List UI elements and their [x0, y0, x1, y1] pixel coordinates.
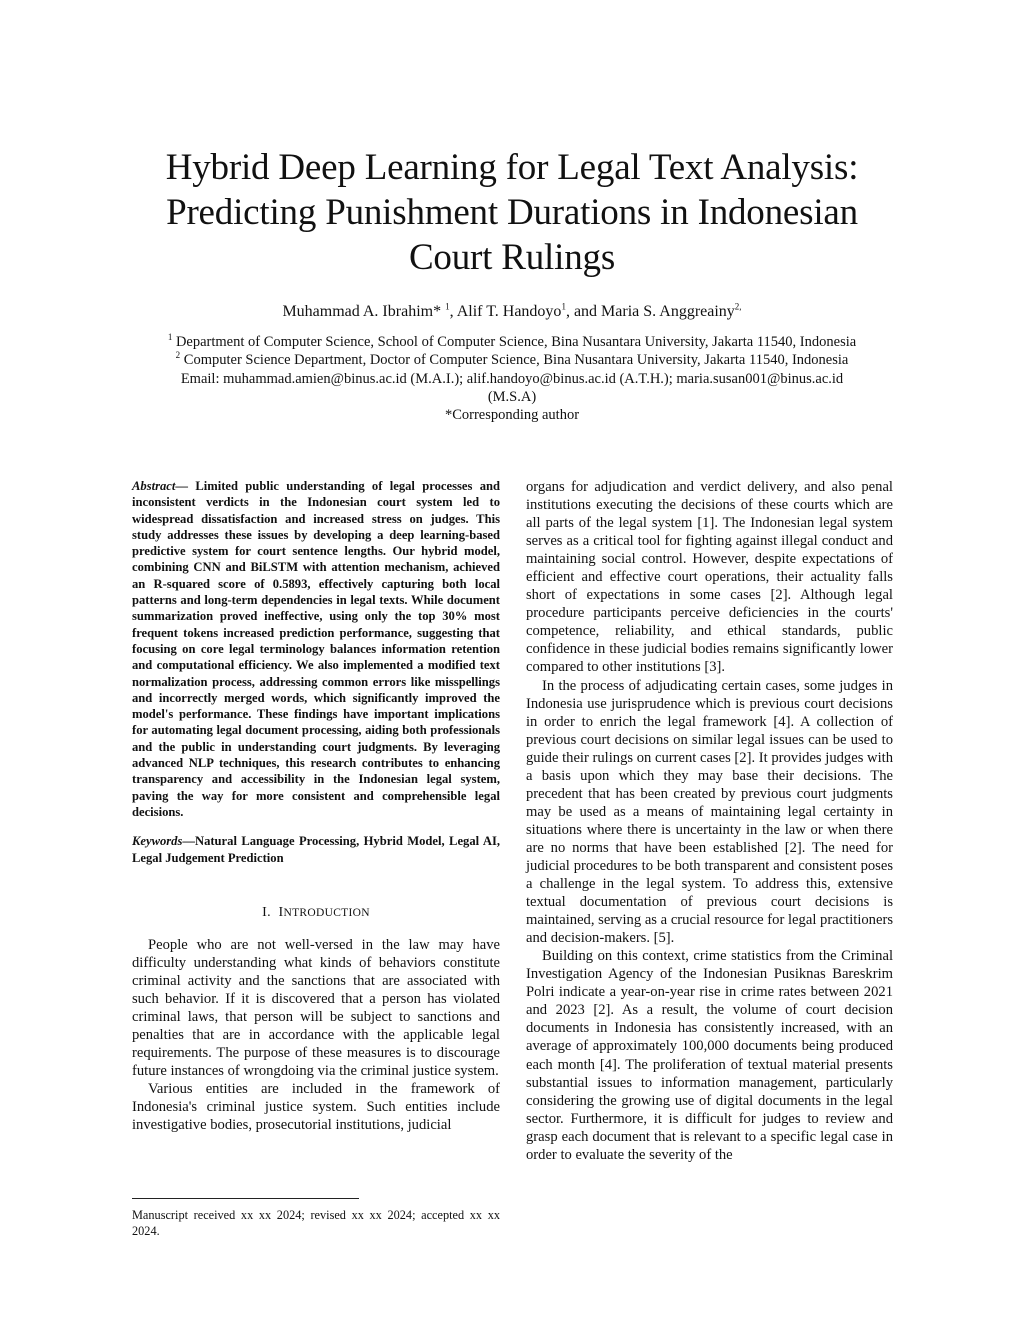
- email-line-continued: (M.S.A): [487, 388, 537, 405]
- section-heading-initial: I: [278, 904, 284, 920]
- footnote-divider: [132, 1198, 359, 1199]
- author-affiliation-mark: 1: [445, 301, 450, 312]
- affiliation-text: Computer Science Department, Doctor of Computer Science, Bina Nusantara University, Jakarta 11540, Indonesia: [183, 352, 849, 369]
- affiliation-text: Department of Computer Science, School of Computer Science, Bina Nusantara University, Jakarta 11540, Indonesia: [175, 334, 857, 350]
- abstract-label: Abstract: [132, 479, 176, 493]
- body-paragraph: Various entities are included in the framework of Indonesia's criminal justice system. Such entities include investigative bodies, prosecutorial institutions, judicial: [132, 1081, 500, 1134]
- author-affiliation-mark: 1: [561, 301, 566, 312]
- left-column: [132, 478, 500, 1134]
- author-name: Alif T. Handoyo: [456, 303, 562, 320]
- title-line: Predicting Punishment Durations in Indonesian: [166, 192, 858, 233]
- abstract-text: Limited public understanding of legal processes and inconsistent verdicts in the Indonesian court system led to widespread dissatisfaction and increased stress on judges. This study addresses these issues by developing a deep learning-based predictive system for court sentence lengths. Our hybrid model, combining CNN and BiLSTM with attention mechanism, achieved an R-squared score of 0.5893, effectively capturing both local patterns and long-term dependencies in legal texts. While document summarization proved ineffective, using only the top 30% most frequent tokens increased prediction performance, suggesting that focusing on core legal terminology balances information retention and computational efficiency. We also implemented a modified text normalization process, addressing common errors like misspellings and incorrectly merged words, which significantly improved the model's performance. These findings have important implications for automating legal document processing, aiding both professionals and the public in understanding court judgments. By leveraging advanced NLP techniques, this research contributes to enhancing transparency and accessibility in the Indonesian legal system, paving the way for more consistent and comprehensible legal decisions.: [132, 479, 501, 819]
- affiliation-2: [110, 351, 914, 369]
- abstract-dash: —: [175, 479, 196, 493]
- affiliation-1: [110, 333, 914, 351]
- section-heading-rest: NTRODUCTION: [283, 906, 370, 919]
- keywords-dash: —: [182, 834, 195, 849]
- section-heading-introduction: [132, 904, 500, 922]
- body-paragraph: In the process of adjudicating certain cases, some judges in Indonesia use jurisprudence which is previous court decisions in order to enrich the legal framework [4]. A collection of previous court decisions on similar legal issues can be used to guide their rulings on current cases [2]. It provides judges with a basis upon which they may base their decisions. The precedent that has been created by previous court judgments may be used as a means of maintaining legal certainty in situations where there is uncertainty in the law or when there are no norms that have been established [2]. The need for judicial procedures to be both transparent and consistent poses a challenge in the legal system. To address this, extensive textual documentation of previous court decisions is maintained, serving as a crucial resource for legal practitioners and decision-makers. [5].: [526, 677, 893, 947]
- title-line: Hybrid Deep Learning for Legal Text Analysis:: [165, 147, 859, 188]
- affiliation-block: [110, 333, 914, 424]
- section-numeral: I.: [262, 904, 271, 920]
- manuscript-footnote: Manuscript received xx xx 2024; revised xx xx 2024; accepted xx xx 2024.: [132, 1208, 500, 1238]
- body-paragraph: Building on this context, crime statistics from the Criminal Investigation Agency of the Indonesian Pusiknas Bareskrim Polri indicate a year-on-year rise in crime rates between 2021 and 2023 [2]. As a result, the volume of court decision documents in Indonesia has consistently increased, with an average of approximately 100,000 documents being produced each month [4]. The proliferation of textual material presents substantial issues to information management, particularly considering the growing use of digital documents in the legal sector. Furthermore, it is difficult for judges to review and grasp each document that is relevant to a specific legal case in order to evaluate the severity of the: [526, 948, 893, 1163]
- affiliation-mark: 2: [175, 350, 181, 361]
- author-name: Maria S. Anggreainy: [601, 303, 735, 320]
- body-paragraph: People who are not well-versed in the law may have difficulty understanding what kinds of behaviors constitute criminal activity and the sanctions that are associated with such behavior. If it is discovered that a person has violated criminal laws, that person will be subject to sanctions and penalties that are in accordance with the applicable legal requirements. The purpose of these measures is to discourage future instances of wrongdoing via the criminal justice system.: [132, 936, 500, 1080]
- right-column: [526, 478, 893, 1164]
- abstract: [132, 478, 500, 820]
- paper-title: [120, 145, 904, 280]
- author-affiliation-mark: 2,: [734, 301, 742, 312]
- author-separator: , and: [565, 303, 602, 320]
- keywords-text: Natural Language Processing, Hybrid Model, Legal AI, Legal Judgement Prediction: [132, 834, 500, 865]
- keywords-label: Keywords: [132, 834, 183, 849]
- body-paragraph: organs for adjudication and verdict delivery, and also penal institutions executing the decisions of these courts which are all parts of the legal system [1]. The Indonesian legal system serves as a critical tool for fighting against illegal conduct and maintaining social control. However, despite expectations of efficient and effective court operations, their actuality falls short of expectations in some cases [2]. Although legal procedure participants perceive deficiencies in the courts' competence, reliability, and ethical standards, public confidence in these judicial bodies remains significantly lower compared to other institutions [3].: [526, 479, 893, 676]
- keywords: [132, 833, 500, 866]
- email-line: Email: muhammad.amien@binus.ac.id (M.A.I.); alif.handoyo@binus.ac.id (A.T.H.); maria.susan001@binus.ac.id: [180, 370, 844, 387]
- corresponding-author-note: *Corresponding author: [444, 407, 580, 424]
- title-line: Court Rulings: [408, 237, 616, 278]
- author-list: [120, 302, 904, 322]
- affiliation-mark: 1: [167, 332, 173, 343]
- author-name: Muhammad A. Ibrahim*: [282, 303, 442, 320]
- author-separator: ,: [449, 303, 457, 320]
